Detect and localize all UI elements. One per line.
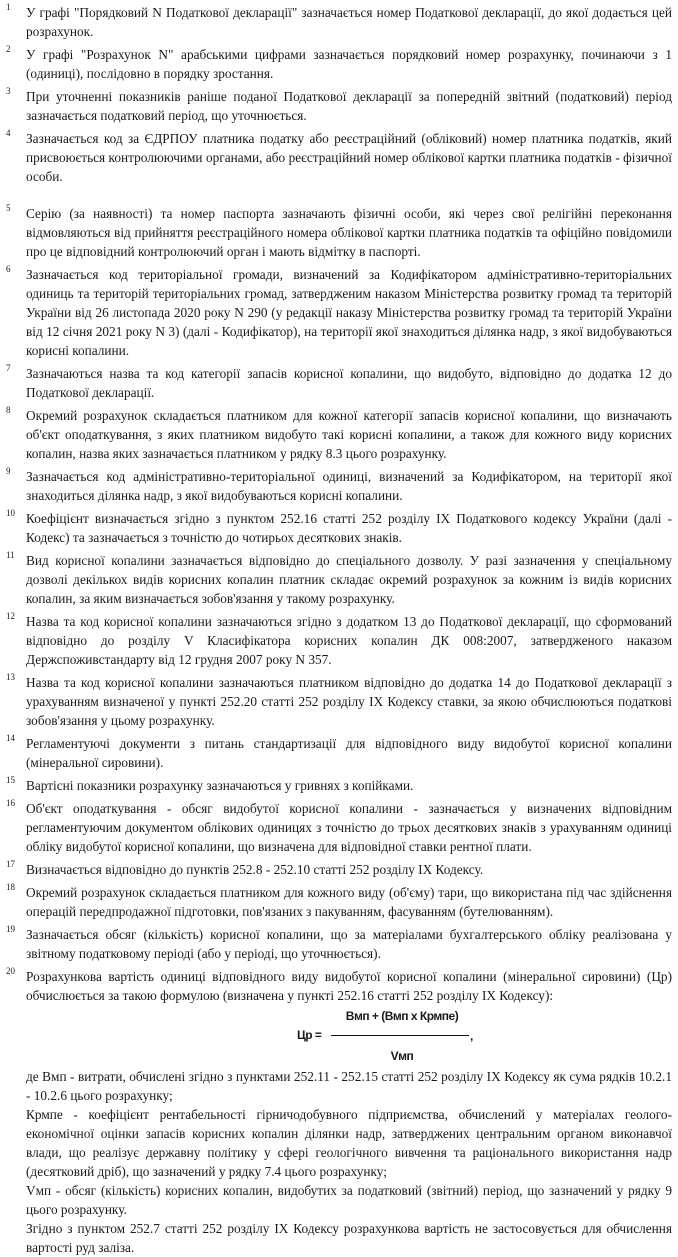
footnote-text: Визначається відповідно до пунктів 252.8 - 252.10 статті 252 розділу IX Кодексу. <box>26 862 484 877</box>
formula-lhs: Цр = <box>297 1028 322 1042</box>
footnote-20 <box>0 967 672 1005</box>
footnote-2 <box>0 45 672 83</box>
footnote-3 <box>0 87 672 125</box>
footnote-number: 14 <box>6 733 15 743</box>
footnote-number: 11 <box>6 550 15 560</box>
footnote-17 <box>0 860 672 879</box>
footnote-11 <box>0 551 672 608</box>
footnote-number: 8 <box>6 405 11 415</box>
footnote-number: 5 <box>6 203 11 213</box>
footnote-text: Назва та код корисної копалини зазначаються платником відповідно до додатка 14 до Податкової декларації з урахуванням визначеної у пункті 252.20 статті 252 розділу IX Кодексу ставки, за якою обчислюються податкові зобов'язання у цьому розрахунку. <box>26 675 672 728</box>
footnote-6 <box>0 265 672 360</box>
footnote-number: 9 <box>6 466 11 476</box>
footnote-text: Вартісні показники розрахунку зазначаються у гривнях з копійками. <box>26 778 414 793</box>
footnote-text: Об'єкт оподаткування - обсяг видобутої корисної копалини - зазначається у визначених відповідним регламентуючим документом облікових одиницях з точністю до трьох десяткових знаків з урахуванням одиниці обліку видобутої корисної копалини, що визначена для відповідної ставки рентної плати. <box>26 801 672 854</box>
footnote-text: Вид корисної копалини зазначається відповідно до спеціального дозволу. У разі зазначення у спеціальному дозволі декількох видів корисних копалин платник складає окремий розрахунок за кожним із видів корисних копалин, за яким визначається зобов'язання у такому розрахунку. <box>26 553 672 606</box>
formula-trailing-comma: , <box>470 1029 474 1043</box>
footnote-10 <box>0 509 672 547</box>
footnote-number: 2 <box>6 44 11 54</box>
footnote-9 <box>0 467 672 505</box>
footnote-text: При уточненні показників раніше поданої Податкової декларації за попередній звітний (податковий) період зазначається податковий період, що уточнюється. <box>26 89 672 123</box>
footnote-number: 16 <box>6 798 15 808</box>
definition-volume: Vмп - обсяг (кількість) корисних копалин, видобутих за податковий (звітний) період, що зазначений у рядку 9 цього розрахунку. <box>26 1183 672 1217</box>
formula-numerator: Вмп + (Вмп х Крмпе) <box>345 1009 459 1023</box>
footnote-text: Зазначаються назва та код категорії запасів корисної копалини, що видобуто, відповідно до додатка 12 до Податкової декларації. <box>26 366 672 400</box>
footnote-number: 20 <box>6 966 15 976</box>
footnote-text: У графі "Порядковий N Податкової декларації" зазначається номер Податкової декларації, до якої додається цей розрахунок. <box>26 5 672 39</box>
footnote-number: 1 <box>6 2 11 12</box>
footnote-number: 15 <box>6 775 15 785</box>
formula-denominator: Vмп <box>390 1049 414 1063</box>
footnote-number: 13 <box>6 672 15 682</box>
footnote-7 <box>0 364 672 402</box>
footnote-number: 10 <box>6 508 15 518</box>
footnote-5 <box>0 204 672 261</box>
footnote-number: 7 <box>6 363 11 373</box>
footnote-number: 4 <box>6 128 11 138</box>
footnote-number: 19 <box>6 924 15 934</box>
note-iron-ore: Згідно з пунктом 252.7 статті 252 розділу IX Кодексу розрахункова вартість не застосовується для обчислення вартості руд заліза. <box>26 1221 672 1255</box>
footnote-number: 12 <box>6 611 15 621</box>
footnote-text: Зазначається код територіальної громади, визначений за Кодифікатором адміністративно-територіальних одиниць та територій територіальних громад, затвердженим наказом Міністерства розвитку громад та територій України від 26 листопада 2020 року N 290 (у редакції наказу Міністерства розвитку громад та територій України від 12 січня 2021 року N 3) (далі - Кодифікатор), на території якої знаходиться ділянка надр, з якої видобуваються корисні копалини. <box>26 267 672 358</box>
footnote-text: Розрахункова вартість одиниці відповідного виду видобутої корисної копалини (мінеральної сировини) (Цр) обчислюється за такою формулою (визначена у пункті 252.16 статті 252 розділу IX Кодексу): <box>26 969 672 1003</box>
footnote-text: Окремий розрахунок складається платником для кожного виду (об'єму) тари, що використана під час здійснення операцій передпродажної підготовки, пов'язаних з пакуванням, фасуванням (бутелюванням). <box>26 885 672 919</box>
definition-vmp: де Вмп - витрати, обчислені згідно з пунктами 252.11 - 252.15 статті 252 розділу IX Кодексу як сума рядків 10.2.1 - 10.2.6 цього розрахунку; <box>26 1069 672 1103</box>
footnote-number: 6 <box>6 264 11 274</box>
footnote-13 <box>0 673 672 730</box>
footnote-text: Назва та код корисної копалини зазначаються згідно з додатком 13 до Податкової декларації, що сформований відповідно до розділу V Класифікатора корисних копалин ДК 008:2007, затвердженого наказом Держспоживстандарту від 12 грудня 2007 року N 357. <box>26 614 672 667</box>
footnote-number: 17 <box>6 859 15 869</box>
footnote-text: Зазначається код адміністративно-територіальної одиниці, визначений за Кодифікатором, на території якої знаходиться ділянка надр, з якої видобуваються корисні копалини. <box>26 469 672 503</box>
footnote-1 <box>0 3 672 41</box>
definition-krmpe: Крмпе - коефіцієнт рентабельності гірничодобувного підприємства, обчислений у матеріалах геолого-економічної оцінки запасів корисних копалин ділянки надр, затверджених центральним органом виконавчої влади, що реалізує державну політику у сфері геологічного вивчення та раціонального використання надр (десятковий дріб), що зазначений у рядку 7.4 цього розрахунку; <box>26 1107 672 1179</box>
footnote-16 <box>0 799 672 856</box>
footnote-text: Окремий розрахунок складається платником для кожної категорії запасів корисної копалини, що визначають об'єкт оподаткування, з яких платником видобуто такі корисні копалини, а також для кожного виду корисних копалин, назва яких зазначається платником у рядку 8.3 цього розрахунку. <box>26 408 672 461</box>
footnote-text: У графі "Розрахунок N" арабськими цифрами зазначається порядковий номер розрахунку, починаючи з 1 (одиниці), послідовно в порядку зростання. <box>26 47 672 81</box>
formula-fraction-bar <box>331 1035 469 1036</box>
footnote-4 <box>0 129 672 186</box>
footnote-number: 3 <box>6 86 11 96</box>
footnote-text: Зазначається обсяг (кількість) корисної копалини, що за матеріалами бухгалтерського обліку реалізована у звітному податковому періоді (або у періоді, що уточнюється). <box>26 927 672 961</box>
footnote-12 <box>0 612 672 669</box>
footnote-text: Зазначається код за ЄДРПОУ платника податку або реєстраційний (обліковий) номер платника податків, який присвоюється контролюючими органами, або реєстраційний номер облікової картки платника податків - фізичної особи. <box>26 131 672 184</box>
footnote-text: Регламентуючі документи з питань стандартизації для відповідного виду видобутої корисної копалини (мінеральної сировини). <box>26 736 672 770</box>
footnote-8 <box>0 406 672 463</box>
footnote-18 <box>0 883 672 921</box>
price-formula <box>0 1009 672 1067</box>
footnote-text: Коефіцієнт визначається згідно з пунктом 252.16 статті 252 розділу IX Податкового кодексу України (далі - Кодекс) та зазначається з точністю до чотирьох десяткових знаків. <box>26 511 672 545</box>
footnote-19 <box>0 925 672 963</box>
footnote-14 <box>0 734 672 772</box>
footnote-15 <box>0 776 672 795</box>
footnote-text: Серію (за наявності) та номер паспорта зазначають фізичні особи, які через свої релігійні переконання відмовляються від прийняття реєстраційного номера облікової картки платника податків та офіційно повідомили про це відповідний контролюючий орган і мають відмітку в паспорті. <box>26 206 672 259</box>
footnote-number: 18 <box>6 882 15 892</box>
